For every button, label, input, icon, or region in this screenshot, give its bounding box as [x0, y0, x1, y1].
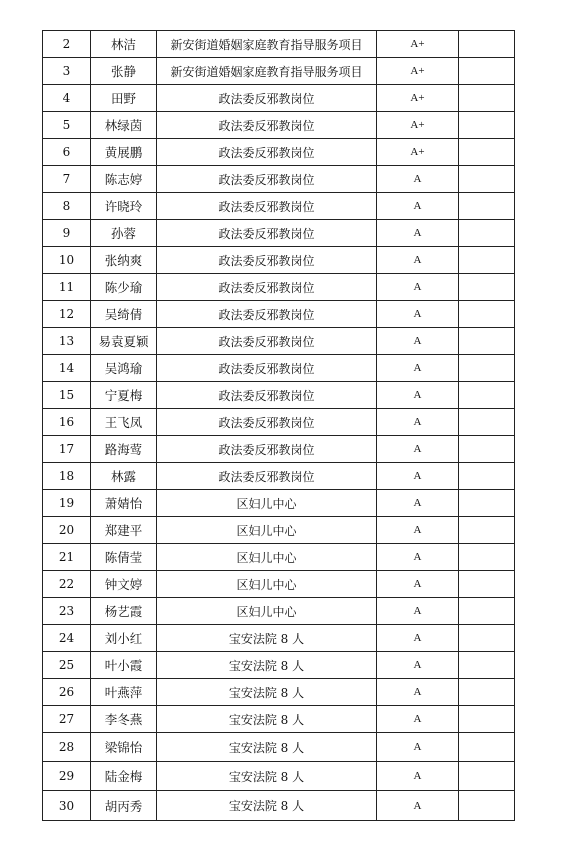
grade-cell: A	[377, 598, 459, 625]
position-cell: 政法委反邪教岗位	[157, 247, 377, 274]
row-number-cell: 21	[43, 544, 91, 571]
table-row	[43, 328, 515, 355]
position-cell: 宝安法院 8 人	[157, 652, 377, 679]
grade-cell: A+	[377, 85, 459, 112]
table-body	[43, 31, 515, 821]
position-cell: 区妇儿中心	[157, 544, 377, 571]
note-cell	[459, 301, 515, 328]
note-cell	[459, 625, 515, 652]
grade-cell: A	[377, 166, 459, 193]
position-cell: 区妇儿中心	[157, 517, 377, 544]
row-number-cell: 9	[43, 220, 91, 247]
name-cell: 孙蓉	[91, 220, 157, 247]
name-cell: 吴绮倩	[91, 301, 157, 328]
note-cell	[459, 112, 515, 139]
grade-cell: A+	[377, 139, 459, 166]
table-row	[43, 31, 515, 58]
position-cell: 政法委反邪教岗位	[157, 301, 377, 328]
row-number-cell: 23	[43, 598, 91, 625]
note-cell	[459, 355, 515, 382]
position-cell: 政法委反邪教岗位	[157, 274, 377, 301]
table-row	[43, 733, 515, 762]
position-cell: 区妇儿中心	[157, 490, 377, 517]
note-cell	[459, 679, 515, 706]
table-row	[43, 544, 515, 571]
grade-cell: A	[377, 490, 459, 517]
grade-cell: A	[377, 355, 459, 382]
table-row	[43, 355, 515, 382]
table-row	[43, 112, 515, 139]
grade-cell: A	[377, 517, 459, 544]
grade-cell: A	[377, 301, 459, 328]
grade-cell: A	[377, 544, 459, 571]
note-cell	[459, 544, 515, 571]
table-row	[43, 517, 515, 544]
grade-cell: A	[377, 706, 459, 733]
row-number-cell: 22	[43, 571, 91, 598]
name-cell: 宁夏梅	[91, 382, 157, 409]
row-number-cell: 18	[43, 463, 91, 490]
row-number-cell: 24	[43, 625, 91, 652]
note-cell	[459, 463, 515, 490]
position-cell: 政法委反邪教岗位	[157, 193, 377, 220]
grade-cell: A+	[377, 58, 459, 85]
grade-cell: A+	[377, 31, 459, 58]
table-row	[43, 382, 515, 409]
grade-cell: A	[377, 382, 459, 409]
name-cell: 陆金梅	[91, 762, 157, 791]
note-cell	[459, 328, 515, 355]
position-cell: 宝安法院 8 人	[157, 791, 377, 821]
row-number-cell: 26	[43, 679, 91, 706]
table-row	[43, 625, 515, 652]
note-cell	[459, 409, 515, 436]
position-cell: 政法委反邪教岗位	[157, 220, 377, 247]
row-number-cell: 3	[43, 58, 91, 85]
name-cell: 杨艺霞	[91, 598, 157, 625]
grade-cell: A	[377, 625, 459, 652]
note-cell	[459, 220, 515, 247]
name-cell: 叶燕萍	[91, 679, 157, 706]
position-cell: 区妇儿中心	[157, 598, 377, 625]
position-cell: 政法委反邪教岗位	[157, 409, 377, 436]
name-cell: 刘小红	[91, 625, 157, 652]
table-row	[43, 220, 515, 247]
row-number-cell: 25	[43, 652, 91, 679]
table-row	[43, 652, 515, 679]
position-cell: 政法委反邪教岗位	[157, 85, 377, 112]
name-cell: 陈少瑜	[91, 274, 157, 301]
name-cell: 路海莺	[91, 436, 157, 463]
position-cell: 政法委反邪教岗位	[157, 328, 377, 355]
name-cell: 田野	[91, 85, 157, 112]
name-cell: 许晓玲	[91, 193, 157, 220]
row-number-cell: 12	[43, 301, 91, 328]
row-number-cell: 13	[43, 328, 91, 355]
name-cell: 萧婧怡	[91, 490, 157, 517]
row-number-cell: 11	[43, 274, 91, 301]
grade-cell: A	[377, 679, 459, 706]
row-number-cell: 29	[43, 762, 91, 791]
position-cell: 政法委反邪教岗位	[157, 436, 377, 463]
position-cell: 宝安法院 8 人	[157, 679, 377, 706]
position-cell: 宝安法院 8 人	[157, 625, 377, 652]
grade-cell: A	[377, 409, 459, 436]
note-cell	[459, 139, 515, 166]
table-row	[43, 409, 515, 436]
table-row	[43, 762, 515, 791]
position-cell: 政法委反邪教岗位	[157, 382, 377, 409]
position-cell: 政法委反邪教岗位	[157, 166, 377, 193]
name-cell: 张静	[91, 58, 157, 85]
grade-cell: A	[377, 762, 459, 791]
row-number-cell: 2	[43, 31, 91, 58]
position-cell: 新安街道婚姻家庭教育指导服务项目	[157, 58, 377, 85]
table-row	[43, 490, 515, 517]
position-cell: 区妇儿中心	[157, 571, 377, 598]
table-row	[43, 301, 515, 328]
name-cell: 林洁	[91, 31, 157, 58]
row-number-cell: 10	[43, 247, 91, 274]
row-number-cell: 27	[43, 706, 91, 733]
note-cell	[459, 274, 515, 301]
table-row	[43, 791, 515, 821]
position-cell: 宝安法院 8 人	[157, 706, 377, 733]
name-cell: 张纳爽	[91, 247, 157, 274]
note-cell	[459, 490, 515, 517]
note-cell	[459, 85, 515, 112]
position-cell: 新安街道婚姻家庭教育指导服务项目	[157, 31, 377, 58]
position-cell: 政法委反邪教岗位	[157, 355, 377, 382]
table-row	[43, 166, 515, 193]
row-number-cell: 8	[43, 193, 91, 220]
name-cell: 林绿茵	[91, 112, 157, 139]
note-cell	[459, 733, 515, 762]
table-row	[43, 85, 515, 112]
table-row	[43, 679, 515, 706]
table-row	[43, 463, 515, 490]
table-row	[43, 571, 515, 598]
name-cell: 林露	[91, 463, 157, 490]
note-cell	[459, 706, 515, 733]
position-cell: 政法委反邪教岗位	[157, 112, 377, 139]
grade-cell: A	[377, 274, 459, 301]
note-cell	[459, 31, 515, 58]
row-number-cell: 5	[43, 112, 91, 139]
row-number-cell: 28	[43, 733, 91, 762]
row-number-cell: 14	[43, 355, 91, 382]
grade-cell: A+	[377, 112, 459, 139]
name-cell: 吴鸿瑜	[91, 355, 157, 382]
name-cell: 陈倩莹	[91, 544, 157, 571]
position-cell: 政法委反邪教岗位	[157, 139, 377, 166]
note-cell	[459, 762, 515, 791]
name-cell: 钟文婷	[91, 571, 157, 598]
results-table	[42, 30, 515, 821]
table-row	[43, 598, 515, 625]
note-cell	[459, 436, 515, 463]
name-cell: 陈志婷	[91, 166, 157, 193]
name-cell: 黄展鹏	[91, 139, 157, 166]
grade-cell: A	[377, 791, 459, 821]
grade-cell: A	[377, 436, 459, 463]
note-cell	[459, 166, 515, 193]
grade-cell: A	[377, 193, 459, 220]
note-cell	[459, 193, 515, 220]
row-number-cell: 15	[43, 382, 91, 409]
note-cell	[459, 791, 515, 821]
row-number-cell: 16	[43, 409, 91, 436]
name-cell: 李冬燕	[91, 706, 157, 733]
row-number-cell: 20	[43, 517, 91, 544]
name-cell: 叶小霞	[91, 652, 157, 679]
table-row	[43, 139, 515, 166]
grade-cell: A	[377, 733, 459, 762]
name-cell: 郑建平	[91, 517, 157, 544]
name-cell: 梁锦怡	[91, 733, 157, 762]
grade-cell: A	[377, 463, 459, 490]
note-cell	[459, 58, 515, 85]
position-cell: 宝安法院 8 人	[157, 733, 377, 762]
table-row	[43, 193, 515, 220]
note-cell	[459, 517, 515, 544]
grade-cell: A	[377, 247, 459, 274]
table-row	[43, 436, 515, 463]
name-cell: 胡丙秀	[91, 791, 157, 821]
table-row	[43, 58, 515, 85]
row-number-cell: 6	[43, 139, 91, 166]
note-cell	[459, 247, 515, 274]
row-number-cell: 19	[43, 490, 91, 517]
grade-cell: A	[377, 652, 459, 679]
grade-cell: A	[377, 571, 459, 598]
row-number-cell: 30	[43, 791, 91, 821]
table-row	[43, 706, 515, 733]
note-cell	[459, 652, 515, 679]
name-cell: 王飞凤	[91, 409, 157, 436]
note-cell	[459, 598, 515, 625]
table-row	[43, 274, 515, 301]
position-cell: 政法委反邪教岗位	[157, 463, 377, 490]
row-number-cell: 7	[43, 166, 91, 193]
row-number-cell: 4	[43, 85, 91, 112]
position-cell: 宝安法院 8 人	[157, 762, 377, 791]
name-cell: 易袁夏颖	[91, 328, 157, 355]
table-row	[43, 247, 515, 274]
note-cell	[459, 571, 515, 598]
grade-cell: A	[377, 220, 459, 247]
note-cell	[459, 382, 515, 409]
grade-cell: A	[377, 328, 459, 355]
row-number-cell: 17	[43, 436, 91, 463]
